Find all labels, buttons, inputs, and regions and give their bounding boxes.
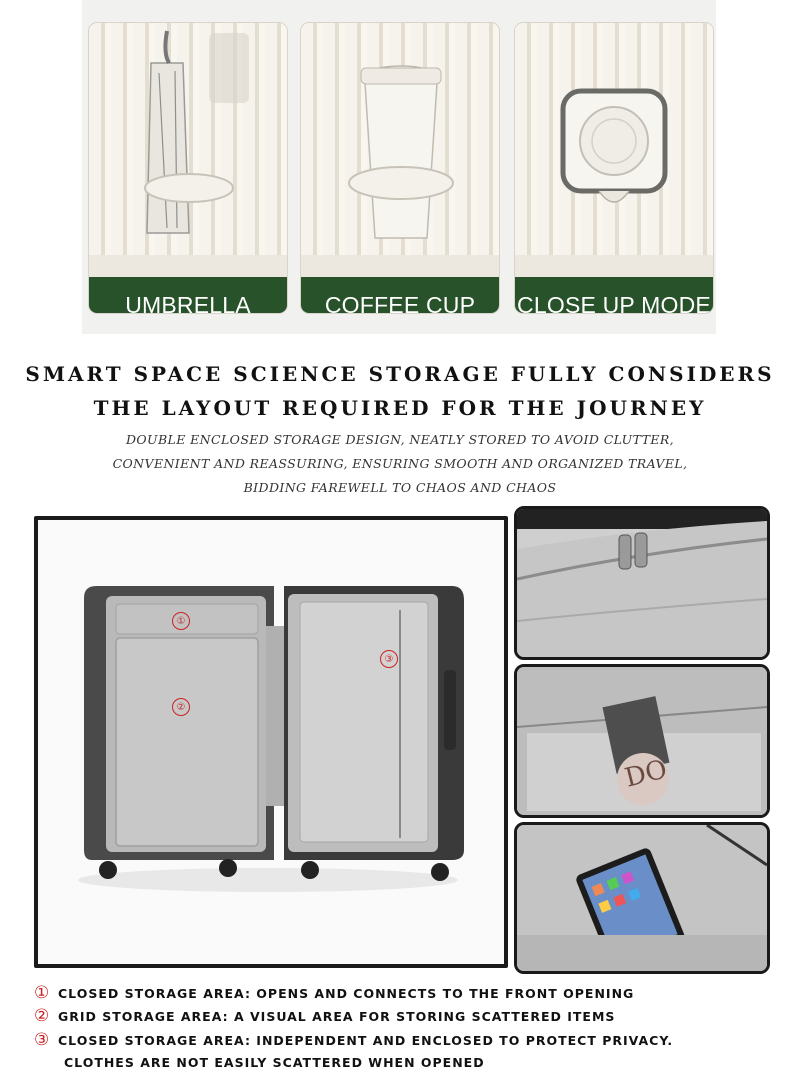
- mesh-pocket-detail-photo: [514, 664, 770, 818]
- legend-text-3: CLOSED STORAGE AREA: INDEPENDENT AND ENCLOSED TO PROTECT PRIVACY.: [58, 1032, 674, 1048]
- suitcase-illustration: [38, 520, 504, 964]
- zipper-detail-photo: [514, 506, 770, 660]
- legend-text-1: CLOSED STORAGE AREA: OPENS AND CONNECTS TO THE FRONT OPENING: [58, 985, 635, 1001]
- legend-item-1: [34, 983, 634, 1003]
- umbrella-caption: UMBRELLA: [89, 277, 287, 314]
- close-up-illustration: [515, 23, 713, 255]
- legend-item-3: [34, 1030, 673, 1050]
- tablet-pocket-detail-photo: [514, 822, 770, 974]
- legend-text-2: GRID STORAGE AREA: A VISUAL AREA FOR STORING SCATTERED ITEMS: [58, 1008, 616, 1024]
- legend-number-2: ②: [34, 1006, 50, 1026]
- legend-text-3-continued: CLOTHES ARE NOT EASILY SCATTERED WHEN OPENED: [64, 1055, 485, 1070]
- magazine-text: DO: [621, 754, 671, 794]
- legend-item-2: [34, 1006, 615, 1026]
- subtext-line-1: DOUBLE ENCLOSED STORAGE DESIGN, NEATLY STORED TO AVOID CLUTTER,: [125, 432, 675, 447]
- close-up-photo: [515, 23, 713, 255]
- subtext-line-3: BIDDING FAREWELL TO CHAOS AND CHAOS: [243, 480, 557, 495]
- tablet-pocket-illustration: [517, 825, 767, 971]
- headline-line-1: SMART SPACE SCIENCE STORAGE FULLY CONSIDERS: [25, 362, 775, 386]
- mesh-pocket-illustration: [517, 667, 767, 815]
- feature-panel-umbrella: [88, 22, 288, 314]
- coffee-cup-caption: COFFEE CUP: [301, 277, 499, 314]
- zipper-illustration: [517, 509, 767, 657]
- coffee-cup-photo: [301, 23, 499, 255]
- umbrella-illustration: [89, 23, 287, 255]
- marker-area-2: ②: [172, 698, 190, 716]
- feature-panel-coffee-cup: [300, 22, 500, 314]
- feature-strip: [82, 0, 716, 334]
- open-suitcase-photo: [34, 516, 508, 968]
- headline-line-2: THE LAYOUT REQUIRED FOR THE JOURNEY: [93, 396, 707, 420]
- umbrella-photo: [89, 23, 287, 255]
- marker-area-3: ③: [380, 650, 398, 668]
- legend-number-3: ③: [34, 1030, 50, 1050]
- feature-panel-close-up: [514, 22, 714, 314]
- marker-area-1: ①: [172, 612, 190, 630]
- subtext-line-2: CONVENIENT AND REASSURING, ENSURING SMOOTH AND ORGANIZED TRAVEL,: [112, 456, 688, 471]
- legend-number-1: ①: [34, 983, 50, 1003]
- close-up-caption: CLOSE UP MODE: [515, 277, 713, 314]
- coffee-cup-illustration: [301, 23, 499, 255]
